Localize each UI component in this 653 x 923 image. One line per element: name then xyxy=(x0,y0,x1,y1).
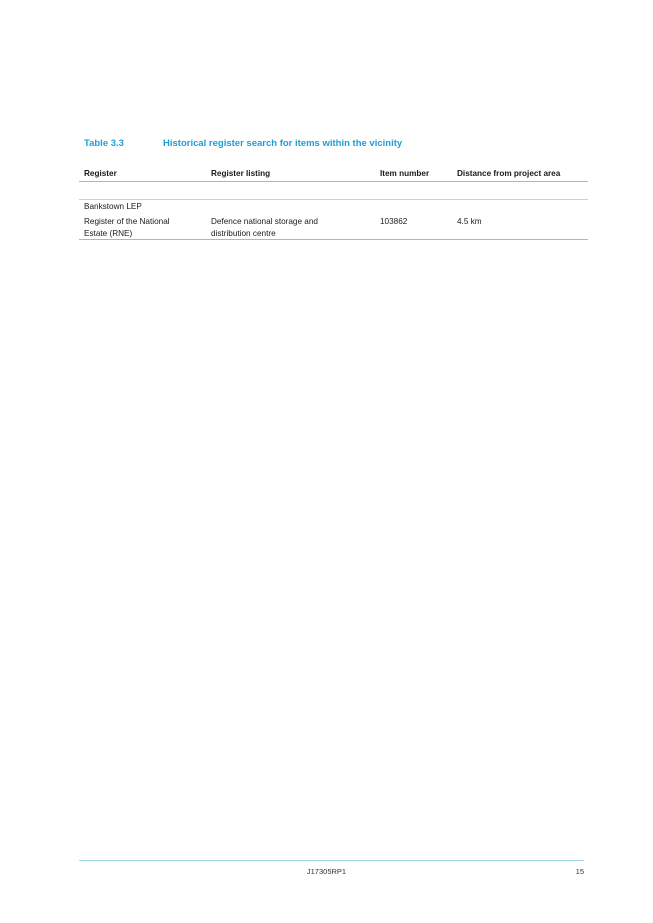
register-table xyxy=(79,166,588,240)
cell-item-number: 103862 xyxy=(380,217,408,226)
table-spacer-row xyxy=(79,182,588,200)
cell-register-line1: Register of the National xyxy=(84,217,170,226)
header-register: Register xyxy=(84,169,117,178)
group-label: Bankstown LEP xyxy=(84,202,142,211)
page-number: 15 xyxy=(575,867,584,876)
table-row xyxy=(79,216,588,240)
table-title: Historical register search for items within the vicinity xyxy=(163,138,403,149)
table-caption xyxy=(84,138,402,149)
table-header-row xyxy=(79,166,588,182)
footer-divider xyxy=(79,860,584,861)
footer-reference: J17305RP1 xyxy=(306,867,347,876)
cell-register-listing xyxy=(211,216,371,240)
header-distance: Distance from project area xyxy=(457,169,561,178)
header-item-number: Item number xyxy=(380,169,430,178)
table-group-row xyxy=(79,200,588,216)
table-number: Table 3.3 xyxy=(84,138,124,149)
cell-listing-line2: distribution centre xyxy=(211,229,276,238)
header-register-listing: Register listing xyxy=(211,169,271,178)
cell-distance: 4.5 km xyxy=(457,217,482,226)
cell-register xyxy=(84,216,204,240)
cell-listing-line1: Defence national storage and xyxy=(211,217,318,226)
cell-register-line2: Estate (RNE) xyxy=(84,229,133,238)
